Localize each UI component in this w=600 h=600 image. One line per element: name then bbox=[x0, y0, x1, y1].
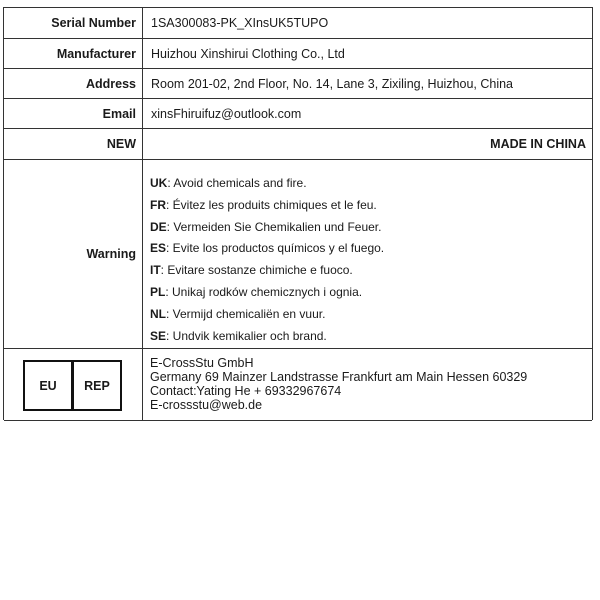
warning-line-se bbox=[150, 326, 384, 348]
warning-line-uk bbox=[150, 173, 384, 195]
warning-code: NL bbox=[150, 306, 166, 321]
warning-row bbox=[4, 160, 592, 349]
email-value: xinsFhiruifuz@outlook.com bbox=[151, 106, 302, 121]
eu-rep-badge-cell bbox=[4, 349, 143, 420]
warning-code: FR bbox=[150, 197, 166, 212]
warning-list bbox=[150, 173, 384, 347]
product-label-table bbox=[3, 7, 593, 420]
warning-line-pl bbox=[150, 282, 384, 304]
manufacturer-value: Huizhou Xinshirui Clothing Co., Ltd bbox=[151, 46, 345, 61]
warning-text: : Undvik kemikalier och brand. bbox=[166, 328, 327, 343]
manufacturer-label: Manufacturer bbox=[4, 39, 143, 68]
warning-label: Warning bbox=[4, 160, 143, 348]
warning-text: : Evitare sostanze chimiche e fuoco. bbox=[160, 263, 353, 278]
eu-rep-row bbox=[4, 349, 592, 421]
made-in-label: MADE IN CHINA bbox=[490, 137, 586, 151]
warning-text: : Vermeiden Sie Chemikalien und Feuer. bbox=[166, 219, 382, 234]
warning-text: : Evite los productos químicos y el fuego. bbox=[166, 241, 385, 256]
warning-text: : Vermijd chemicaliën en vuur. bbox=[166, 306, 326, 321]
warning-code: IT bbox=[150, 263, 161, 278]
warning-text: : Unikaj rodków chemicznych i ognia. bbox=[165, 284, 363, 299]
eu-rep-badge-eu: EU bbox=[25, 362, 74, 409]
warning-line-fr bbox=[150, 195, 384, 217]
serial-number-label: Serial Number bbox=[4, 8, 143, 38]
eu-rep-contact bbox=[150, 356, 527, 412]
warning-line-es bbox=[150, 238, 384, 260]
email-label: Email bbox=[4, 99, 143, 128]
eu-rep-contact-phone: Contact:Yating He + 69332967674 bbox=[150, 384, 342, 398]
manufacturer-row bbox=[4, 39, 592, 69]
address-value: Room 201-02, 2nd Floor, No. 14, Lane 3, Zixiling, Huizhou, China bbox=[151, 76, 514, 91]
eu-rep-badge-rep: REP bbox=[84, 378, 110, 393]
eu-rep-company: E-CrossStu GmbH bbox=[150, 356, 254, 370]
warning-line-nl bbox=[150, 304, 384, 326]
warning-line-de bbox=[150, 217, 384, 239]
serial-number-value: 1SA300083-PK_XInsUK5TUPO bbox=[151, 16, 329, 30]
warning-code: UK bbox=[150, 176, 168, 190]
eu-rep-address: Germany 69 Mainzer Landstrasse Frankfurt am Main Hessen 60329 bbox=[150, 370, 528, 384]
warning-text: : Évitez les produits chimiques et le feu. bbox=[166, 197, 377, 212]
eu-rep-badge bbox=[23, 360, 122, 411]
eu-rep-email: E-crossstu@web.de bbox=[150, 398, 263, 412]
address-row bbox=[4, 69, 592, 99]
warning-line-it bbox=[150, 260, 384, 282]
origin-row bbox=[4, 129, 592, 160]
serial-number-row bbox=[4, 8, 592, 39]
warning-code: SE bbox=[150, 328, 167, 343]
warning-code: PL bbox=[150, 284, 166, 299]
warning-text: : Avoid chemicals and fire. bbox=[167, 176, 307, 190]
email-row bbox=[4, 99, 592, 129]
new-label: NEW bbox=[4, 129, 143, 159]
address-label: Address bbox=[4, 69, 143, 98]
warning-code: ES bbox=[150, 241, 167, 256]
warning-code: DE bbox=[150, 219, 167, 234]
